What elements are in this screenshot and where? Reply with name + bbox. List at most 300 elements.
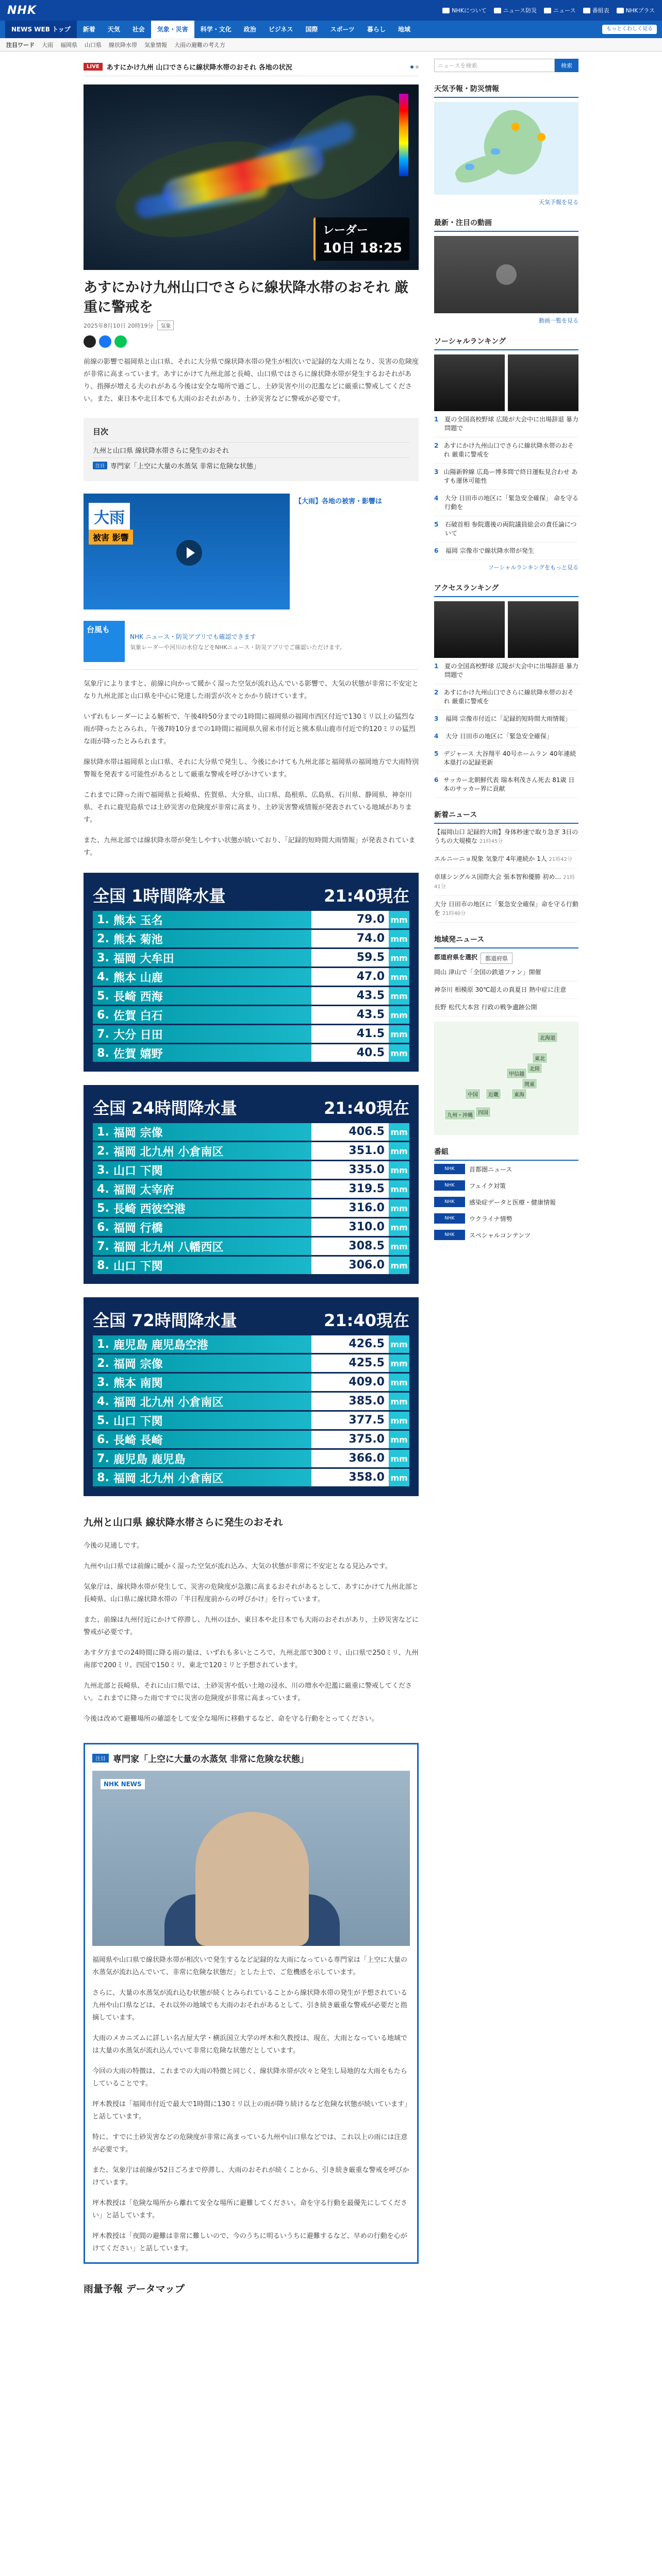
rainfall-value: 406.5 — [311, 1123, 389, 1141]
promo-image: 台風も — [84, 621, 125, 662]
ranking-text: 夏の全国高校野球 広陵が大会中に出場辞退 暴力問題で — [444, 663, 578, 679]
ranking-item[interactable] — [434, 710, 578, 728]
rainfall-unit: mm — [390, 1415, 408, 1426]
toc-item-label: 専門家「上空に大量の水蒸気 非常に危険な状態」 — [110, 463, 260, 470]
rank: 3. — [97, 1163, 109, 1177]
top-link-3[interactable] — [583, 6, 609, 14]
rainfall-row — [93, 1238, 409, 1255]
ranking-text: 大分 日田市の地区に「緊急安全確保」 — [445, 733, 553, 740]
station-name: 福岡 大牟田 — [113, 952, 174, 965]
share-buttons — [84, 335, 419, 348]
rainfall-table — [84, 1085, 419, 1284]
person-head — [195, 1812, 309, 1946]
news-text: 卓球シングルス国際大会 張本智和優勝 初め… — [434, 873, 561, 880]
top-links — [442, 6, 655, 14]
article-title: あすにかけ九州山口でさらに線状降水帯のおそれ 厳重に警戒を — [84, 280, 409, 315]
rainfall-row — [93, 1335, 409, 1353]
station-name: 福岡 北九州 八幡西区 — [113, 1241, 224, 1254]
ranking-number: 3 — [434, 715, 439, 722]
expert-paragraph: 坪木教授は「福岡市付近で最大で1時間に130ミリ以上の雨が降り続けるなど危険な状態が続いています」と話しています。 — [92, 2100, 408, 2121]
news-item[interactable] — [434, 869, 578, 896]
ranking-item[interactable] — [434, 490, 578, 516]
sun-icon — [511, 123, 520, 131]
ranking-item[interactable] — [434, 543, 578, 560]
dot[interactable] — [410, 65, 413, 69]
station-name: 山口 下関 — [113, 1164, 163, 1178]
station-name: 熊本 菊池 — [113, 933, 163, 946]
rainfall-value: 366.0 — [311, 1450, 389, 1467]
region-button[interactable]: 東海 — [511, 1089, 527, 1099]
news-item[interactable] — [434, 896, 578, 923]
nav-item-business[interactable]: ビジネス — [268, 26, 293, 33]
latest-video-thumbnail[interactable] — [434, 236, 578, 313]
nav-item-disaster[interactable]: 気象・災害 — [151, 21, 194, 38]
rain-icon — [465, 164, 474, 170]
expert-paragraph: 坪木教授は「夜間の避難は非常に難しいので、今のうちに明るいうちに避難するなど、早めの行動を心がけてください」と話しています。 — [92, 2232, 407, 2252]
region-button[interactable]: 北海道 — [537, 1032, 558, 1043]
rainfall-table-time: 21:40現在 — [324, 1311, 409, 1330]
rainfall-unit: mm — [390, 1048, 408, 1058]
nav-item-region[interactable]: 地域 — [398, 26, 411, 33]
social-ranking-list — [434, 411, 578, 560]
local-news-item[interactable]: 神奈川 相模原 30℃超えの真夏日 熱中症に注意 — [434, 981, 578, 999]
article-meta — [84, 320, 419, 330]
ranking-number: 4 — [434, 495, 439, 502]
ranking-text: 夏の全国高校野球 広陵が大会中に出場辞退 暴力問題で — [444, 416, 578, 432]
rainfall-value: 43.5 — [311, 987, 389, 1005]
new-news-list — [434, 824, 578, 923]
rainfall-value: 59.5 — [311, 949, 389, 967]
top-link-2[interactable] — [544, 6, 575, 14]
line-share-icon[interactable] — [114, 335, 127, 348]
rank: 1. — [97, 1125, 109, 1139]
weather-more-link[interactable]: 天気予報を見る — [539, 199, 578, 206]
radar-time: 10日 18:25 — [323, 241, 402, 256]
video-label[interactable]: 【大雨】各地の被害・影響は — [295, 498, 383, 505]
nav-item-sports[interactable]: スポーツ — [330, 26, 355, 33]
article-paragraph: 今後は改めて避難場所の確認をして安全な場所に移動するなど、命を守る行動をとってください。 — [84, 1715, 378, 1723]
toc-item-label: 九州と山口県 線状降水帯さらに発生のおそれ — [93, 447, 229, 455]
program-thumb: NHK — [434, 1213, 465, 1224]
toc-badge: 注目 — [93, 462, 107, 469]
program-thumb: NHK — [434, 1230, 465, 1240]
top-link-4[interactable] — [617, 6, 655, 14]
station-name: 熊本 山鹿 — [113, 971, 163, 985]
ranking-number: 1 — [434, 663, 439, 670]
station-name: 鹿児島 鹿児島空港 — [113, 1338, 208, 1352]
top-link-0[interactable] — [442, 6, 487, 14]
rainfall-row — [93, 1044, 409, 1062]
dot[interactable] — [416, 65, 419, 69]
access-ranking-heading: アクセスランキング — [434, 583, 578, 597]
ranking-number: 2 — [434, 442, 439, 449]
station-name: 熊本 南関 — [113, 1377, 163, 1390]
ranking-text: 山陽新幹線 広島ー博多間で終日運転見合わせ あすも運休可能性 — [443, 468, 578, 484]
region-button[interactable]: 九州・沖縄 — [444, 1109, 475, 1120]
station-name: 長崎 西海 — [113, 990, 163, 1004]
rainfall-row — [93, 1025, 409, 1043]
access-ranking-list — [434, 658, 578, 798]
rainfall-unit: mm — [390, 1010, 408, 1020]
expert-paragraph: 大雨のメカニズムに詳しい名古屋大学・横浜国立大学の坪木和久教授は、現在、大雨となっている地域では大量の水蒸気が流れ込んでいて非常に危険な状態だとしています。 — [92, 2035, 408, 2055]
ranking-item[interactable] — [434, 745, 578, 772]
region-button[interactable]: 関東 — [522, 1078, 537, 1089]
trending-item[interactable]: 線状降水帯 — [109, 41, 137, 48]
program-item[interactable] — [434, 1194, 578, 1210]
program-label: 感染症データと医療・健康情報 — [469, 1198, 556, 1206]
rank: 8. — [97, 1046, 109, 1060]
rainfall-value: 319.5 — [311, 1180, 389, 1198]
rainfall-unit: mm — [390, 1396, 408, 1406]
ranking-number: 5 — [434, 750, 439, 757]
weather-heading: 天気予報・防災情報 — [434, 83, 578, 98]
nav-item-science[interactable]: 科学・文化 — [200, 26, 231, 33]
rainfall-row — [93, 1123, 409, 1141]
news-date: 21時45分 — [479, 839, 503, 844]
rank: 2. — [97, 1357, 109, 1370]
ranking-number: 6 — [434, 547, 439, 554]
ranking-number: 4 — [434, 733, 439, 740]
app-promo[interactable] — [84, 621, 419, 670]
facebook-share-icon[interactable] — [99, 335, 111, 348]
article-paragraph: 九州北部と長崎県、それに山口県では、土砂災害や低い土地の浸水、川の増水や氾濫に厳重に警戒してください。これまでに降った雨ですでに災害の危険度が非常に高まっています。 — [84, 1682, 412, 1702]
rank: 3. — [97, 951, 109, 964]
radar-caption — [313, 217, 409, 261]
play-icon[interactable] — [496, 264, 517, 285]
pref-select[interactable]: 都道府県 — [481, 953, 512, 964]
video-card[interactable] — [84, 494, 419, 609]
rainfall-row — [93, 1374, 409, 1391]
program-label: スペシャルコンテンツ — [469, 1231, 531, 1239]
nav-item-society[interactable]: 社会 — [132, 26, 145, 33]
rainfall-value: 375.0 — [311, 1431, 389, 1448]
rainfall-value: 310.0 — [311, 1218, 389, 1236]
ranking-text: デジャース 大谷翔平 40号ホームラン 40年連続本塁打の記録更新 — [443, 750, 576, 766]
video-thumbnail[interactable] — [84, 494, 290, 609]
region-button[interactable]: 中国 — [465, 1089, 481, 1099]
news-text: 【福岡山口 記録的大雨】身体秒速で取り急ぎ 3日のうちの大規模な — [434, 828, 578, 844]
expert-box — [84, 1743, 419, 2264]
expert-paragraph: 坪木教授は「危険な場所から離れて安全な場所に避難してください。命を守る行動を最優先にしてください」と話しています。 — [92, 2199, 408, 2219]
radar-hero-image — [84, 84, 419, 270]
rainfall-unit: mm — [390, 1222, 408, 1232]
region-button[interactable]: 東北 — [532, 1053, 548, 1063]
region-button[interactable]: 近畿 — [486, 1089, 501, 1099]
rainfall-row — [93, 987, 409, 1005]
nhk-logo[interactable]: NHK — [7, 4, 37, 17]
toc-item-1[interactable] — [93, 457, 409, 473]
ranking-thumb[interactable] — [434, 601, 505, 658]
carousel-dots — [410, 65, 419, 69]
main-nav — [0, 21, 662, 38]
ranking-number: 1 — [434, 416, 439, 423]
rainfall-unit: mm — [390, 1029, 408, 1039]
article-paragraph: いずれもレーダーによる解析で、午後4時50分までの1時間に福岡県の福岡市西区付近で130ミリ以上の猛烈な雨が降ったとみられ、午後7時10分までの1時間に福岡県久留米市付近と熊本県山鹿市付近で約120ミリの猛烈な雨が降ったとみられます。 — [84, 713, 416, 745]
ranking-more-link[interactable]: ソーシャルランキングをもっと見る — [488, 564, 578, 571]
station-name: 福岡 北九州 小倉南区 — [113, 1396, 224, 1409]
program-item[interactable] — [434, 1210, 578, 1227]
promo-description: 気象レーダーや河川の水位などをNHKニュース・防災アプリでご確認いただけます。 — [130, 643, 345, 651]
pref-label: 都道府県を選択 — [434, 954, 478, 961]
program-label: ウクライナ情勢 — [469, 1215, 512, 1223]
rainfall-value: 74.0 — [311, 930, 389, 947]
social-ranking-heading: ソーシャルランキング — [434, 336, 578, 350]
ranking-text: サッカー北朝鮮代表 瑞本利茂さん死去 81歳 日本のサッカー界に貢献 — [443, 776, 575, 792]
toc-item-0[interactable] — [93, 442, 409, 457]
rainfall-value: 358.0 — [311, 1469, 389, 1486]
rainfall-unit: mm — [390, 1165, 408, 1175]
local-news-item[interactable]: 岡山 津山で「全国の鉄道ファン」開催 — [434, 964, 578, 981]
ranking-text: 大分 日田市の地区に「緊急安全確保」 命を守る行動を — [444, 495, 578, 511]
rainfall-value: 79.0 — [311, 911, 389, 928]
news-item[interactable] — [434, 824, 578, 851]
ranking-item[interactable] — [434, 411, 578, 437]
local-news-list — [434, 964, 578, 1016]
rank: 4. — [97, 970, 109, 984]
play-icon — [617, 8, 624, 13]
rainfall-value: 316.0 — [311, 1199, 389, 1217]
new-news-heading: 新着ニュース — [434, 809, 578, 824]
rainfall-value: 308.5 — [311, 1238, 389, 1255]
rank: 6. — [97, 1008, 109, 1022]
rank: 7. — [97, 1240, 109, 1253]
rainfall-value: 335.0 — [311, 1161, 389, 1179]
play-icon[interactable] — [176, 540, 202, 566]
program-label: フェイク対策 — [469, 1182, 506, 1190]
expert-badge: 注目 — [92, 1754, 109, 1762]
rainfall-table-time: 21:40現在 — [324, 1098, 409, 1118]
expert-paragraph: さらに、大量の水蒸気が流れ込む状態が続くとみられていることから線状降水帯の発生が予想されている九州や山口県などは、それ以外の地域でも大雨のおそれがあるとして、引き続き厳重な警戒が必要だと指摘しています。 — [92, 1989, 408, 2022]
rainfall-row — [93, 1199, 409, 1217]
rainfall-unit: mm — [390, 1377, 408, 1387]
x-share-icon[interactable] — [84, 335, 96, 348]
trending-item[interactable]: 福岡県 — [60, 41, 77, 48]
access-images — [434, 601, 578, 658]
top-link-label: NHKについて — [452, 7, 487, 14]
trending-item[interactable]: 大雨 — [42, 41, 53, 48]
ranking-thumb[interactable] — [508, 354, 578, 411]
search-bar — [434, 59, 578, 72]
article-paragraph: 九州や山口県では前線に暖かく湿った空気が流れ込み、大気の状態が非常に不安定となる見込みです。 — [84, 1563, 392, 1570]
rainfall-value: 425.5 — [311, 1354, 389, 1372]
rainfall-unit: mm — [390, 972, 408, 982]
ranking-number: 2 — [434, 689, 439, 696]
rank: 4. — [97, 1395, 109, 1408]
region-button[interactable]: 四国 — [475, 1107, 491, 1117]
top-link-1[interactable] — [494, 6, 537, 14]
live-text[interactable]: あすにかけ九州 山口でさらに線状降水帯のおそれ 各地の状況 — [106, 64, 292, 72]
rainfall-unit: mm — [390, 953, 408, 963]
ranking-thumb[interactable] — [434, 354, 505, 411]
ranking-text: 福岡 宗像市付近に「記録的短時間大雨情報」 — [445, 715, 571, 722]
rainfall-row — [93, 1180, 409, 1198]
program-item[interactable] — [434, 1177, 578, 1194]
news-icon — [544, 8, 551, 13]
article-paragraph: 今後の見通しです。 — [84, 1542, 143, 1550]
nav-item-weather[interactable]: 天気 — [107, 26, 120, 33]
program-label: 首都圏ニュース — [469, 1165, 512, 1173]
rank: 7. — [97, 1027, 109, 1041]
article-paragraph: また、前線は九州付近にかけて停滞し、九州のほか、東日本や北日本でも大雨のおそれがあり、土砂災害などに警戒が必要です。 — [84, 1616, 419, 1636]
rainfall-unit: mm — [390, 1472, 408, 1483]
trending-label: 注目ワード — [6, 41, 35, 48]
ranking-text: あすにかけ九州山口でさらに線状降水帯のおそれ 厳重に警戒を — [443, 689, 574, 705]
rank: 6. — [97, 1221, 109, 1234]
station-name: 大分 日田 — [113, 1028, 163, 1042]
rainfall-row — [93, 1218, 409, 1236]
rainfall-unit: mm — [390, 1127, 408, 1137]
main-column — [84, 59, 419, 2295]
article-paragraph: 気象庁は、線状降水帯が発生して、災害の危険度が急激に高まるおそれがあるとして、あすにかけて九州北部と長崎県、山口県に線状降水帯の「半日程度前からの呼びかけ」を行っています。 — [84, 1583, 419, 1603]
rainfall-unit: mm — [390, 1358, 408, 1368]
rainfall-table — [84, 1297, 419, 1496]
expert-paragraph: 福岡県や山口県で線状降水帯が相次いで発生するなど記録的な大雨になっている専門家は「上空に大量の水蒸気が流れ込んでいて、非常に危険な状態だ」とした上で、ご危機感を示しています。 — [92, 1956, 408, 1976]
rainfall-unit: mm — [390, 1184, 408, 1194]
toc-title: 目次 — [93, 427, 109, 436]
ranking-number: 5 — [434, 521, 439, 528]
rainfall-row — [93, 968, 409, 986]
ranking-item[interactable] — [434, 516, 578, 543]
rainfall-unit: mm — [390, 934, 408, 944]
station-name: 福岡 行橋 — [113, 1222, 163, 1235]
latest-more-link[interactable]: 動画一覧を見る — [539, 317, 578, 324]
rainfall-table-header — [93, 1095, 409, 1119]
rank: 5. — [97, 1201, 109, 1215]
ranking-item[interactable] — [434, 728, 578, 745]
search-button[interactable]: 検索 — [555, 59, 578, 72]
rainfall-value: 306.0 — [311, 1257, 389, 1274]
nav-item-top[interactable]: NEWS WEB トップ — [5, 21, 77, 38]
rain-legend — [399, 94, 408, 176]
nav-item-new[interactable]: 新着 — [82, 26, 95, 33]
news-date: 21時41分 — [434, 875, 575, 890]
ranking-item[interactable] — [434, 464, 578, 490]
map-land — [453, 151, 503, 187]
article-paragraph: あす夕方までの24時間に降る雨の量は、いずれも多いところで、九州北部で300ミリ、山口県で250ミリ、九州南部で200ミリ、四国で150ミリ、東北で120ミリと予想されています。 — [84, 1649, 419, 1669]
news-item[interactable] — [434, 851, 578, 869]
live-bar[interactable] — [84, 59, 419, 76]
search-input[interactable]: ニュースを検索 — [434, 59, 555, 72]
rainfall-table-time: 21:40現在 — [324, 886, 409, 906]
rainfall-row — [93, 1257, 409, 1274]
station-name: 福岡 宗像 — [113, 1358, 163, 1371]
rainfall-row — [93, 911, 409, 928]
article-date: 2025年8月10日 20時19分 — [84, 322, 154, 329]
trending-item[interactable]: 山口県 — [85, 41, 102, 48]
region-button[interactable]: 北陸 — [527, 1063, 542, 1074]
region-button[interactable]: 甲信越 — [506, 1068, 527, 1079]
rainfall-unit: mm — [390, 1453, 408, 1464]
top-link-label: 番組表 — [592, 7, 609, 14]
rank: 5. — [97, 1414, 109, 1427]
datamap-heading: 雨量予報 データマップ — [84, 2283, 185, 2295]
ranking-thumb[interactable] — [508, 601, 578, 658]
promo-link[interactable]: NHK ニュース・防災アプリでも確認できます — [130, 633, 256, 640]
prefecture-selector — [434, 953, 578, 964]
rainfall-table-header — [93, 1308, 409, 1331]
expert-header — [92, 1752, 410, 1765]
nav-item-life[interactable]: 暮らし — [367, 26, 386, 33]
trending-item[interactable]: 気象情報 — [144, 41, 167, 48]
rainfall-tables — [84, 873, 419, 1496]
article-paragraph: これまでに降った雨で福岡県と長崎県、佐賀県、大分県、山口県、島根県、広島県、石川県、静岡県、神奈川県、それに鹿児島県では土砂災害の危険度が非常に高まり、土砂災害警戒情報が発表されている地域があります。 — [84, 791, 412, 824]
station-name: 熊本 玉名 — [113, 914, 163, 927]
top-link-label: NHKプラス — [625, 7, 655, 14]
rainfall-unit: mm — [390, 1146, 408, 1156]
nav-item-politics[interactable]: 政治 — [243, 26, 256, 33]
ranking-item[interactable] — [434, 772, 578, 798]
news-text: エルニーニョ現象 気象庁 4年連続か 1人 — [434, 855, 547, 862]
station-name: 長崎 西彼空港 — [113, 1202, 186, 1216]
rainfall-unit: mm — [390, 1203, 408, 1213]
live-badge: LIVE — [84, 63, 103, 71]
rain-icon — [491, 148, 500, 155]
program-thumb: NHK — [434, 1197, 465, 1207]
rainfall-unit: mm — [390, 1339, 408, 1349]
nhk-news-logo: NHK NEWS — [101, 1779, 145, 1789]
program-item[interactable] — [434, 1161, 578, 1177]
weather-map[interactable] — [434, 102, 578, 195]
ranking-item[interactable] — [434, 658, 578, 684]
rank: 8. — [97, 1471, 109, 1484]
station-name: 福岡 北九州 小倉南区 — [113, 1472, 224, 1485]
nav-item-international[interactable]: 国際 — [305, 26, 318, 33]
rainfall-table-title: 全国 1時間降水量 — [93, 886, 226, 906]
station-name: 山口 下関 — [113, 1260, 163, 1273]
section-heading: 九州と山口県 線状降水帯さらに発生のおそれ — [84, 1517, 283, 1528]
rainfall-row — [93, 1450, 409, 1467]
rainfall-row — [93, 949, 409, 967]
article-tag[interactable]: 気象 — [157, 320, 174, 330]
rainfall-unit: mm — [390, 1241, 408, 1251]
article-paragraph: 前線の影響で福岡県と山口県、それに大分県で線状降水帯の発生が相次いで記録的な大雨となり、災害の危険度が非常に高まっています。あすにかけて九州北部と長崎、山口県ではさらに線状降水帯が発生するおそれがあり、指揮が増える夫のれがある今後は安全な場所で過ごし、土砂災害や川の氾濫などに厳重に警戒してください。また、東日本や北日本でも大雨のおそれがあり、土砂災害などに警戒が必要です。 — [84, 358, 419, 403]
rainfall-row — [93, 1412, 409, 1429]
rainfall-row — [93, 1469, 409, 1486]
rainfall-table-header — [93, 883, 409, 907]
programs-heading: 番組 — [434, 1146, 578, 1161]
expert-paragraph: 特に、すでに土砂災害などの危険度が非常に高まっている九州や山口県などでは、これ以上の雨には注意が必要です。 — [92, 2133, 408, 2154]
rainfall-row — [93, 1161, 409, 1179]
region-map — [434, 1022, 578, 1135]
tv-icon — [442, 8, 450, 13]
rainfall-value: 385.0 — [311, 1393, 389, 1410]
rainfall-row — [93, 1393, 409, 1410]
news-date: 21時42分 — [549, 857, 572, 862]
trending-item[interactable]: 大雨の避難の考え方 — [174, 41, 225, 48]
sun-icon — [537, 133, 545, 141]
rainfall-unit: mm — [390, 1260, 408, 1270]
station-name: 山口 下関 — [113, 1415, 163, 1428]
ranking-text: あすにかけ九州山口でさらに線状降水帯のおそれ 厳重に警戒を — [443, 442, 574, 458]
program-item[interactable] — [434, 1227, 578, 1243]
video-thumb-title: 大雨 — [89, 503, 130, 530]
news-text: 大分 日田市の地区に「緊急安全確保」命を守る行動を — [434, 901, 578, 917]
rainfall-value: 41.5 — [311, 1025, 389, 1043]
article-paragraph: また、九州北部では線状降水帯が発生しやすい状態が続いており、「記録的短時間大雨情報」が発表されています。 — [84, 837, 416, 857]
ranking-images — [434, 354, 578, 411]
station-name: 福岡 北九州 小倉南区 — [113, 1145, 224, 1159]
expert-photo — [92, 1771, 410, 1946]
rainfall-unit: mm — [390, 991, 408, 1001]
station-name: 佐賀 白石 — [113, 1009, 163, 1023]
ranking-item[interactable] — [434, 684, 578, 710]
rainfall-value: 43.5 — [311, 1006, 389, 1024]
ranking-item[interactable] — [434, 437, 578, 464]
rank: 2. — [97, 932, 109, 945]
local-news-item[interactable]: 長野 松代大本営 行政の戦争遺跡公開 — [434, 999, 578, 1016]
latest-video-heading: 最新・注目の動画 — [434, 217, 578, 232]
more-button[interactable]: もっとくわしく見る — [602, 25, 657, 34]
